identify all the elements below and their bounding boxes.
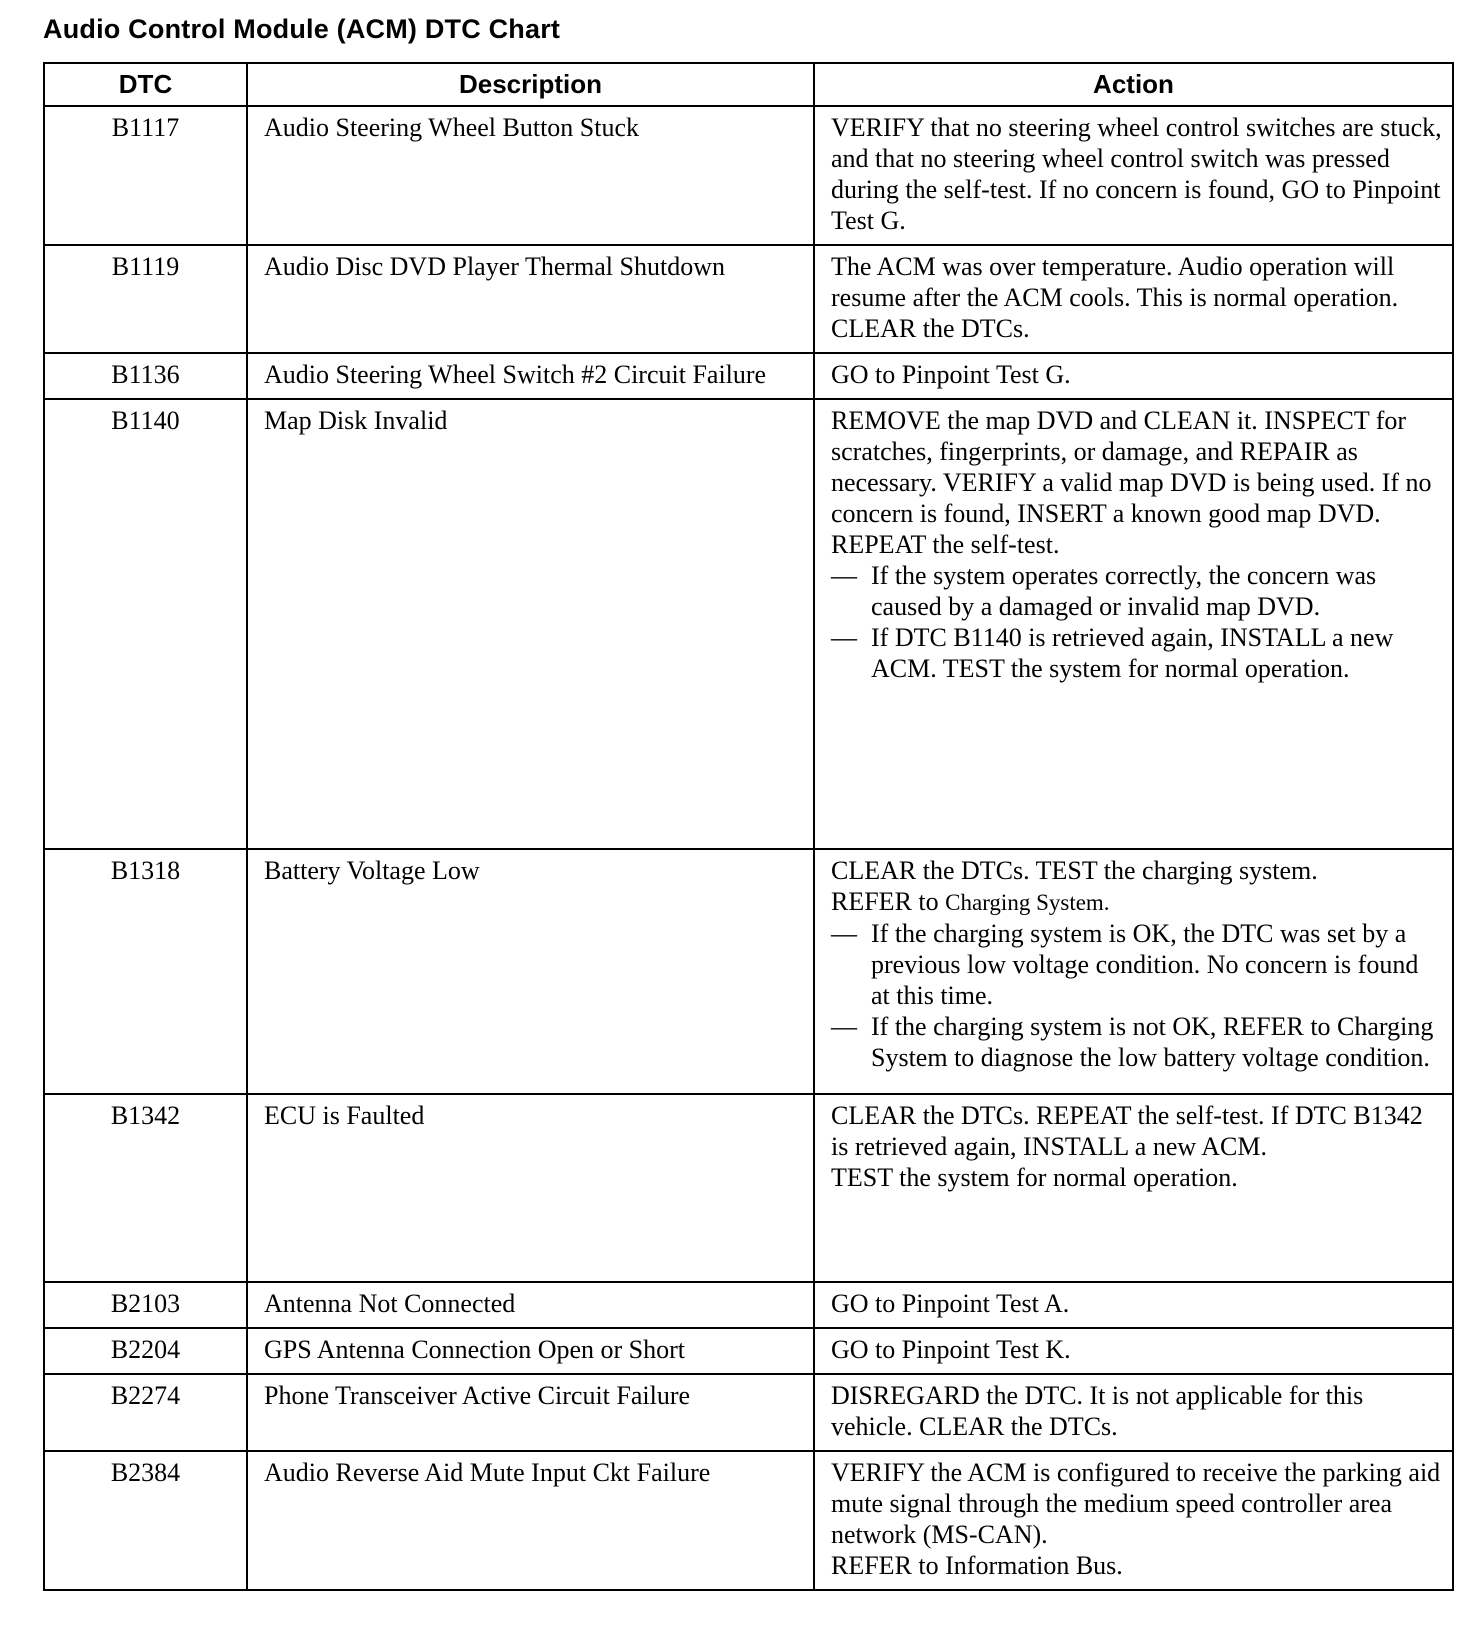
dtc-code: B1342 bbox=[44, 1094, 247, 1282]
dtc-description: Audio Steering Wheel Button Stuck bbox=[247, 106, 814, 245]
action-text: VERIFY the ACM is configured to receive the parking aid mute signal through the medium speed controller area network (MS-CAN). bbox=[831, 1458, 1441, 1549]
table-row bbox=[44, 1094, 1453, 1282]
action-text: VERIFY that no steering wheel control switches are stuck, and that no steering wheel control switch was pressed during the self-test. If no concern is found, GO to Pinpoint Test G. bbox=[831, 113, 1442, 235]
action-bullet bbox=[831, 1011, 1442, 1073]
action-text: REFER to Information Bus. bbox=[831, 1551, 1123, 1580]
dash-glyph: — bbox=[831, 561, 857, 590]
column-header-dtc: DTC bbox=[44, 63, 247, 106]
table-row bbox=[44, 1328, 1453, 1374]
action-text: DISREGARD the DTC. It is not applicable for this vehicle. CLEAR the DTCs. bbox=[831, 1381, 1364, 1441]
dash-glyph: — bbox=[831, 623, 857, 652]
dtc-description: Antenna Not Connected bbox=[247, 1282, 814, 1328]
dtc-action bbox=[814, 399, 1453, 849]
table-row bbox=[44, 849, 1453, 1094]
dtc-description: Audio Steering Wheel Switch #2 Circuit Failure bbox=[247, 353, 814, 399]
action-text: CLEAR the DTCs. TEST the charging system. bbox=[831, 856, 1318, 885]
dtc-code: B1117 bbox=[44, 106, 247, 245]
dtc-code: B2204 bbox=[44, 1328, 247, 1374]
table-row bbox=[44, 1451, 1453, 1590]
bullet-text: If DTC B1140 is retrieved again, INSTALL a new ACM. TEST the system for normal operation. bbox=[871, 623, 1394, 683]
table-row bbox=[44, 353, 1453, 399]
dtc-action bbox=[814, 1282, 1453, 1328]
table-row bbox=[44, 1282, 1453, 1328]
dash-glyph: — bbox=[831, 919, 857, 948]
column-header-description: Description bbox=[247, 63, 814, 106]
table-row bbox=[44, 245, 1453, 353]
action-bullet bbox=[831, 622, 1442, 684]
bullet-text: If the charging system is OK, the DTC was set by a previous low voltage condition. No concern is found at this time. bbox=[871, 919, 1419, 1010]
dtc-description: Audio Disc DVD Player Thermal Shutdown bbox=[247, 245, 814, 353]
page-title: Audio Control Module (ACM) DTC Chart bbox=[43, 14, 561, 44]
action-text: The ACM was over temperature. Audio operation will resume after the ACM cools. This is normal operation. CLEAR the DTCs. bbox=[831, 252, 1399, 343]
table-row bbox=[44, 106, 1453, 245]
column-header-action: Action bbox=[814, 63, 1453, 106]
dtc-description: GPS Antenna Connection Open or Short bbox=[247, 1328, 814, 1374]
dtc-code: B2274 bbox=[44, 1374, 247, 1451]
action-text: GO to Pinpoint Test A. bbox=[831, 1289, 1070, 1318]
action-text: REMOVE the map DVD and CLEAN it. INSPECT for scratches, fingerprints, or damage, and REPAIR as necessary. VERIFY a valid map DVD is being used. If no concern is found, INSERT a known good map DVD. REPEAT the self-test. bbox=[831, 406, 1432, 559]
refer-prefix: REFER to bbox=[831, 887, 939, 916]
bullet-text: If the charging system is not OK, REFER to Charging System to diagnose the low battery voltage condition. bbox=[871, 1012, 1434, 1072]
dtc-action bbox=[814, 245, 1453, 353]
dtc-description: Battery Voltage Low bbox=[247, 849, 814, 1094]
action-text: GO to Pinpoint Test G. bbox=[831, 360, 1071, 389]
dtc-action bbox=[814, 353, 1453, 399]
dtc-code: B2103 bbox=[44, 1282, 247, 1328]
dtc-description: Map Disk Invalid bbox=[247, 399, 814, 849]
refer-line bbox=[831, 886, 1442, 918]
dtc-action bbox=[814, 1328, 1453, 1374]
dtc-code: B1119 bbox=[44, 245, 247, 353]
action-text: GO to Pinpoint Test K. bbox=[831, 1335, 1071, 1364]
action-text: TEST the system for normal operation. bbox=[831, 1163, 1238, 1192]
dtc-code: B1140 bbox=[44, 399, 247, 849]
dtc-description: Phone Transceiver Active Circuit Failure bbox=[247, 1374, 814, 1451]
dtc-action bbox=[814, 849, 1453, 1094]
dtc-action bbox=[814, 1094, 1453, 1282]
dtc-code: B1136 bbox=[44, 353, 247, 399]
charging-system-link[interactable]: Charging System. bbox=[945, 890, 1110, 915]
table-row bbox=[44, 1374, 1453, 1451]
dtc-code: B2384 bbox=[44, 1451, 247, 1590]
dtc-action bbox=[814, 1374, 1453, 1451]
action-text: CLEAR the DTCs. REPEAT the self-test. If DTC B1342 is retrieved again, INSTALL a new ACM. bbox=[831, 1101, 1423, 1161]
dtc-description: ECU is Faulted bbox=[247, 1094, 814, 1282]
dtc-table bbox=[43, 62, 1454, 1591]
dtc-action bbox=[814, 106, 1453, 245]
action-bullet bbox=[831, 918, 1442, 1011]
action-bullet bbox=[831, 560, 1442, 622]
dash-glyph: — bbox=[831, 1012, 857, 1041]
dtc-description: Audio Reverse Aid Mute Input Ckt Failure bbox=[247, 1451, 814, 1590]
bullet-text: If the system operates correctly, the concern was caused by a damaged or invalid map DVD. bbox=[871, 561, 1377, 621]
dtc-action bbox=[814, 1451, 1453, 1590]
table-header-row bbox=[44, 63, 1453, 106]
table-row bbox=[44, 399, 1453, 849]
dtc-code: B1318 bbox=[44, 849, 247, 1094]
